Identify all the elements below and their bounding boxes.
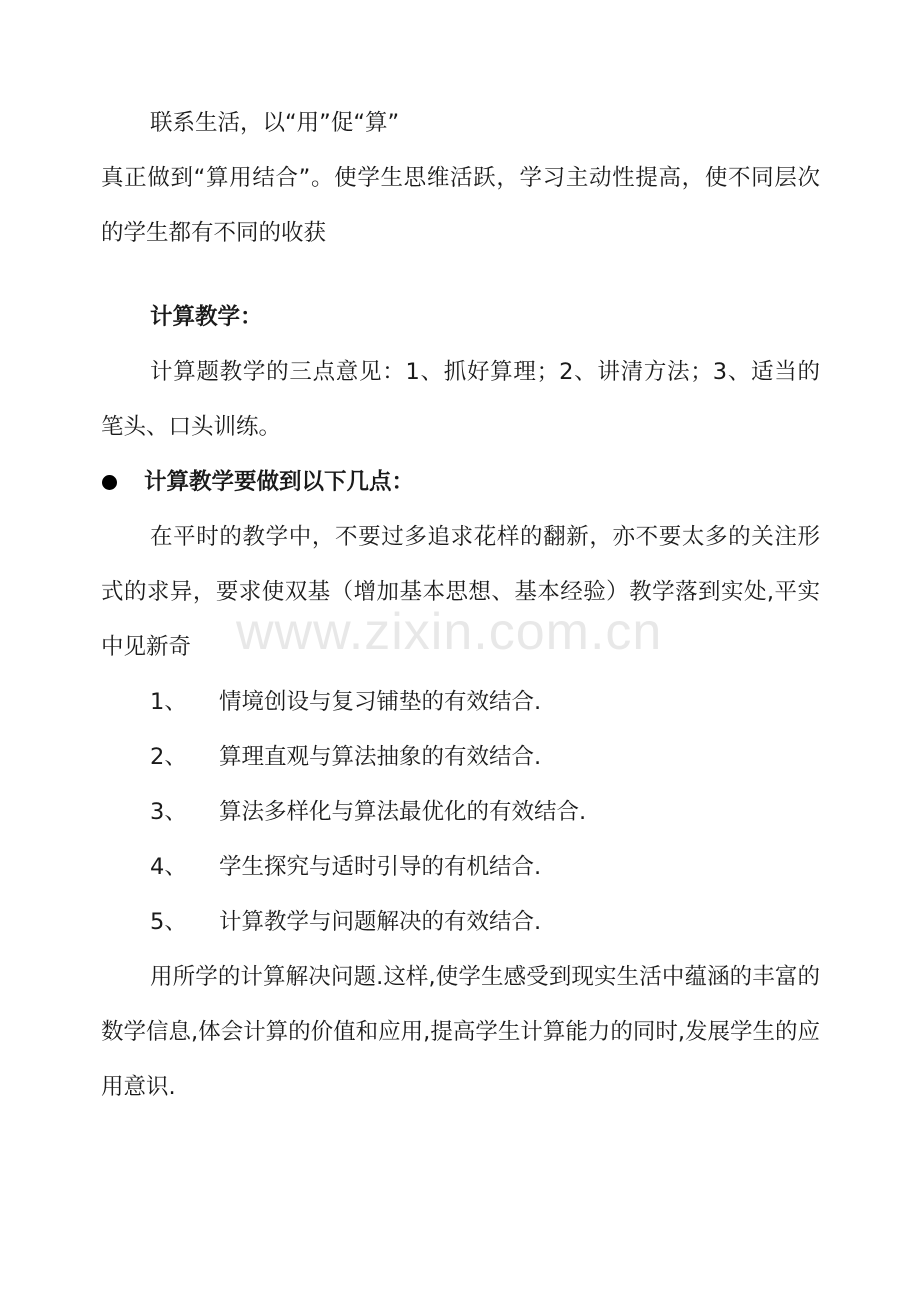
list-item-text: 情境创设与复习铺垫的有效结合. [219, 689, 542, 715]
list-item [101, 895, 820, 950]
paragraph-problem-solving: 用所学的计算解决问题.这样,使学生感受到现实生活中蕴涵的丰富的数学信息,体会计算的价值和应用,提高学生计算能力的同时,发展学生的应用意识. [101, 964, 820, 1100]
paragraph-daily-teaching: 在平时的教学中，不要过多追求花样的翻新，亦不要太多的关注形式的求异，要求使双基（增加基本思想、基本经验）教学落到实处,平实中见新奇 [101, 524, 820, 660]
list-item [101, 785, 820, 840]
bullet-dot-icon [102, 475, 117, 490]
list-item-number: 1、 [150, 689, 187, 715]
paragraph-calc-use: 真正做到“算用结合”。使学生思维活跃，学习主动性提高，使不同层次的学生都有不同的收获 [101, 165, 820, 246]
list-item [101, 730, 820, 785]
watermark: www.zixin.com.cn [236, 603, 663, 661]
heading-calc-teaching: 计算教学： [150, 304, 263, 330]
document-page [101, 96, 820, 1115]
list-item-text: 计算教学与问题解决的有效结合. [219, 909, 542, 935]
list-item-text: 学生探究与适时引导的有机结合. [219, 854, 542, 880]
list-item-text: 算法多样化与算法最优化的有效结合. [219, 799, 587, 825]
paragraph-life-connection: 联系生活，以“用”促“算” [150, 110, 400, 136]
list-item-number: 4、 [150, 854, 187, 880]
blank-line [101, 261, 820, 290]
list-item-number: 5、 [150, 909, 187, 935]
list-item-text: 算理直观与算法抽象的有效结合. [219, 744, 542, 770]
bullet-heading: 计算教学要做到以下几点： [144, 469, 415, 495]
paragraph-three-points: 计算题教学的三点意见：1、抓好算理；2、讲清方法；3、适当的笔头、口头训练。 [101, 359, 820, 440]
list-item-number: 2、 [150, 744, 187, 770]
bullet-heading-row [101, 455, 820, 510]
list-item-number: 3、 [150, 799, 187, 825]
list-item [101, 675, 820, 730]
list-item [101, 840, 820, 895]
